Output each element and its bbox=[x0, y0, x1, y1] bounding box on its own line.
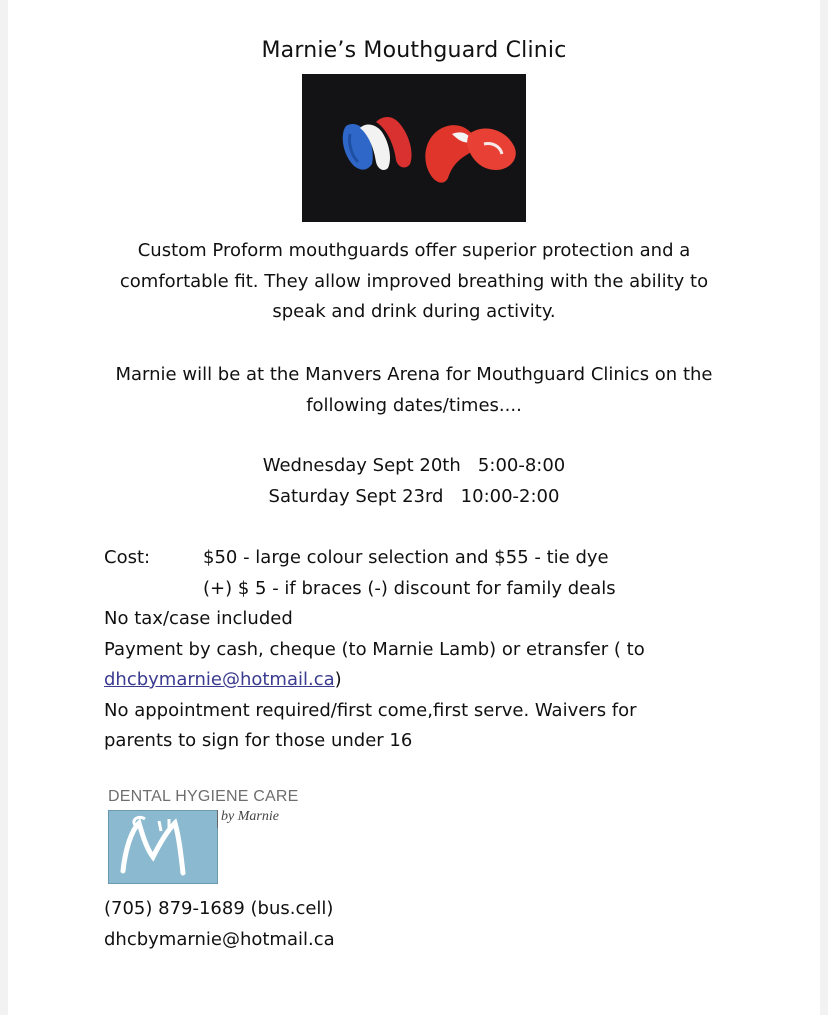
arena-line: following dates/times.... bbox=[306, 394, 522, 416]
logo-name: DENTAL HYGIENE CARE bbox=[108, 788, 299, 805]
contact-block bbox=[104, 894, 335, 955]
arena-paragraph bbox=[8, 360, 820, 421]
waivers-line: parents to sign for those under 16 bbox=[104, 730, 413, 751]
details-block bbox=[104, 604, 645, 757]
date-row bbox=[8, 451, 820, 482]
mouthguards-photo bbox=[302, 74, 526, 222]
intro-line: speak and drink during activity. bbox=[272, 301, 556, 322]
date-time: 10:00-2:00 bbox=[460, 485, 560, 507]
mouthguards-image bbox=[302, 74, 526, 222]
logo-divider bbox=[217, 810, 218, 828]
cost-details bbox=[203, 543, 616, 604]
date-day: Saturday Sept 23rd bbox=[268, 485, 444, 507]
payment-email-line bbox=[104, 665, 645, 696]
date-day: Wednesday Sept 20th bbox=[262, 455, 461, 476]
cost-line: (+) $ 5 - if braces (-) discount for family deals bbox=[203, 577, 616, 599]
intro-line: comfortable fit. They allow improved breathing with the ability to bbox=[119, 270, 709, 292]
intro-paragraph bbox=[8, 236, 820, 328]
payment-line: Payment by cash, cheque (to Marnie Lamb) or etransfer ( to bbox=[104, 638, 645, 660]
page-title: Marnie’s Mouthguard Clinic bbox=[261, 38, 567, 63]
arena-line: Marnie will be at the Manvers Arena for Mouthguard Clinics on the bbox=[115, 364, 713, 385]
date-time: 5:00-8:00 bbox=[477, 455, 566, 476]
flyer-page bbox=[8, 0, 820, 1015]
date-row bbox=[8, 482, 820, 513]
dental-hygiene-care-logo bbox=[108, 810, 218, 884]
logo-byline: by Marnie bbox=[221, 809, 279, 824]
cost-label: Cost: bbox=[104, 547, 151, 568]
tax-line: No tax/case included bbox=[104, 608, 293, 629]
logo-m-icon bbox=[109, 811, 217, 883]
contact-phone: (705) 879-1689 (bus.cell) bbox=[104, 898, 334, 919]
appointment-line: No appointment required/first come,first serve. Waivers for bbox=[104, 699, 637, 721]
payment-email-link[interactable]: dhcbymarnie@hotmail.ca bbox=[104, 669, 335, 690]
clinic-dates bbox=[8, 451, 820, 512]
cost-line: $50 - large colour selection and $55 - tie dye bbox=[203, 547, 609, 568]
contact-email: dhcbymarnie@hotmail.ca bbox=[104, 928, 335, 950]
payment-close: ) bbox=[334, 669, 342, 690]
intro-line: Custom Proform mouthguards offer superior protection and a bbox=[137, 240, 691, 261]
